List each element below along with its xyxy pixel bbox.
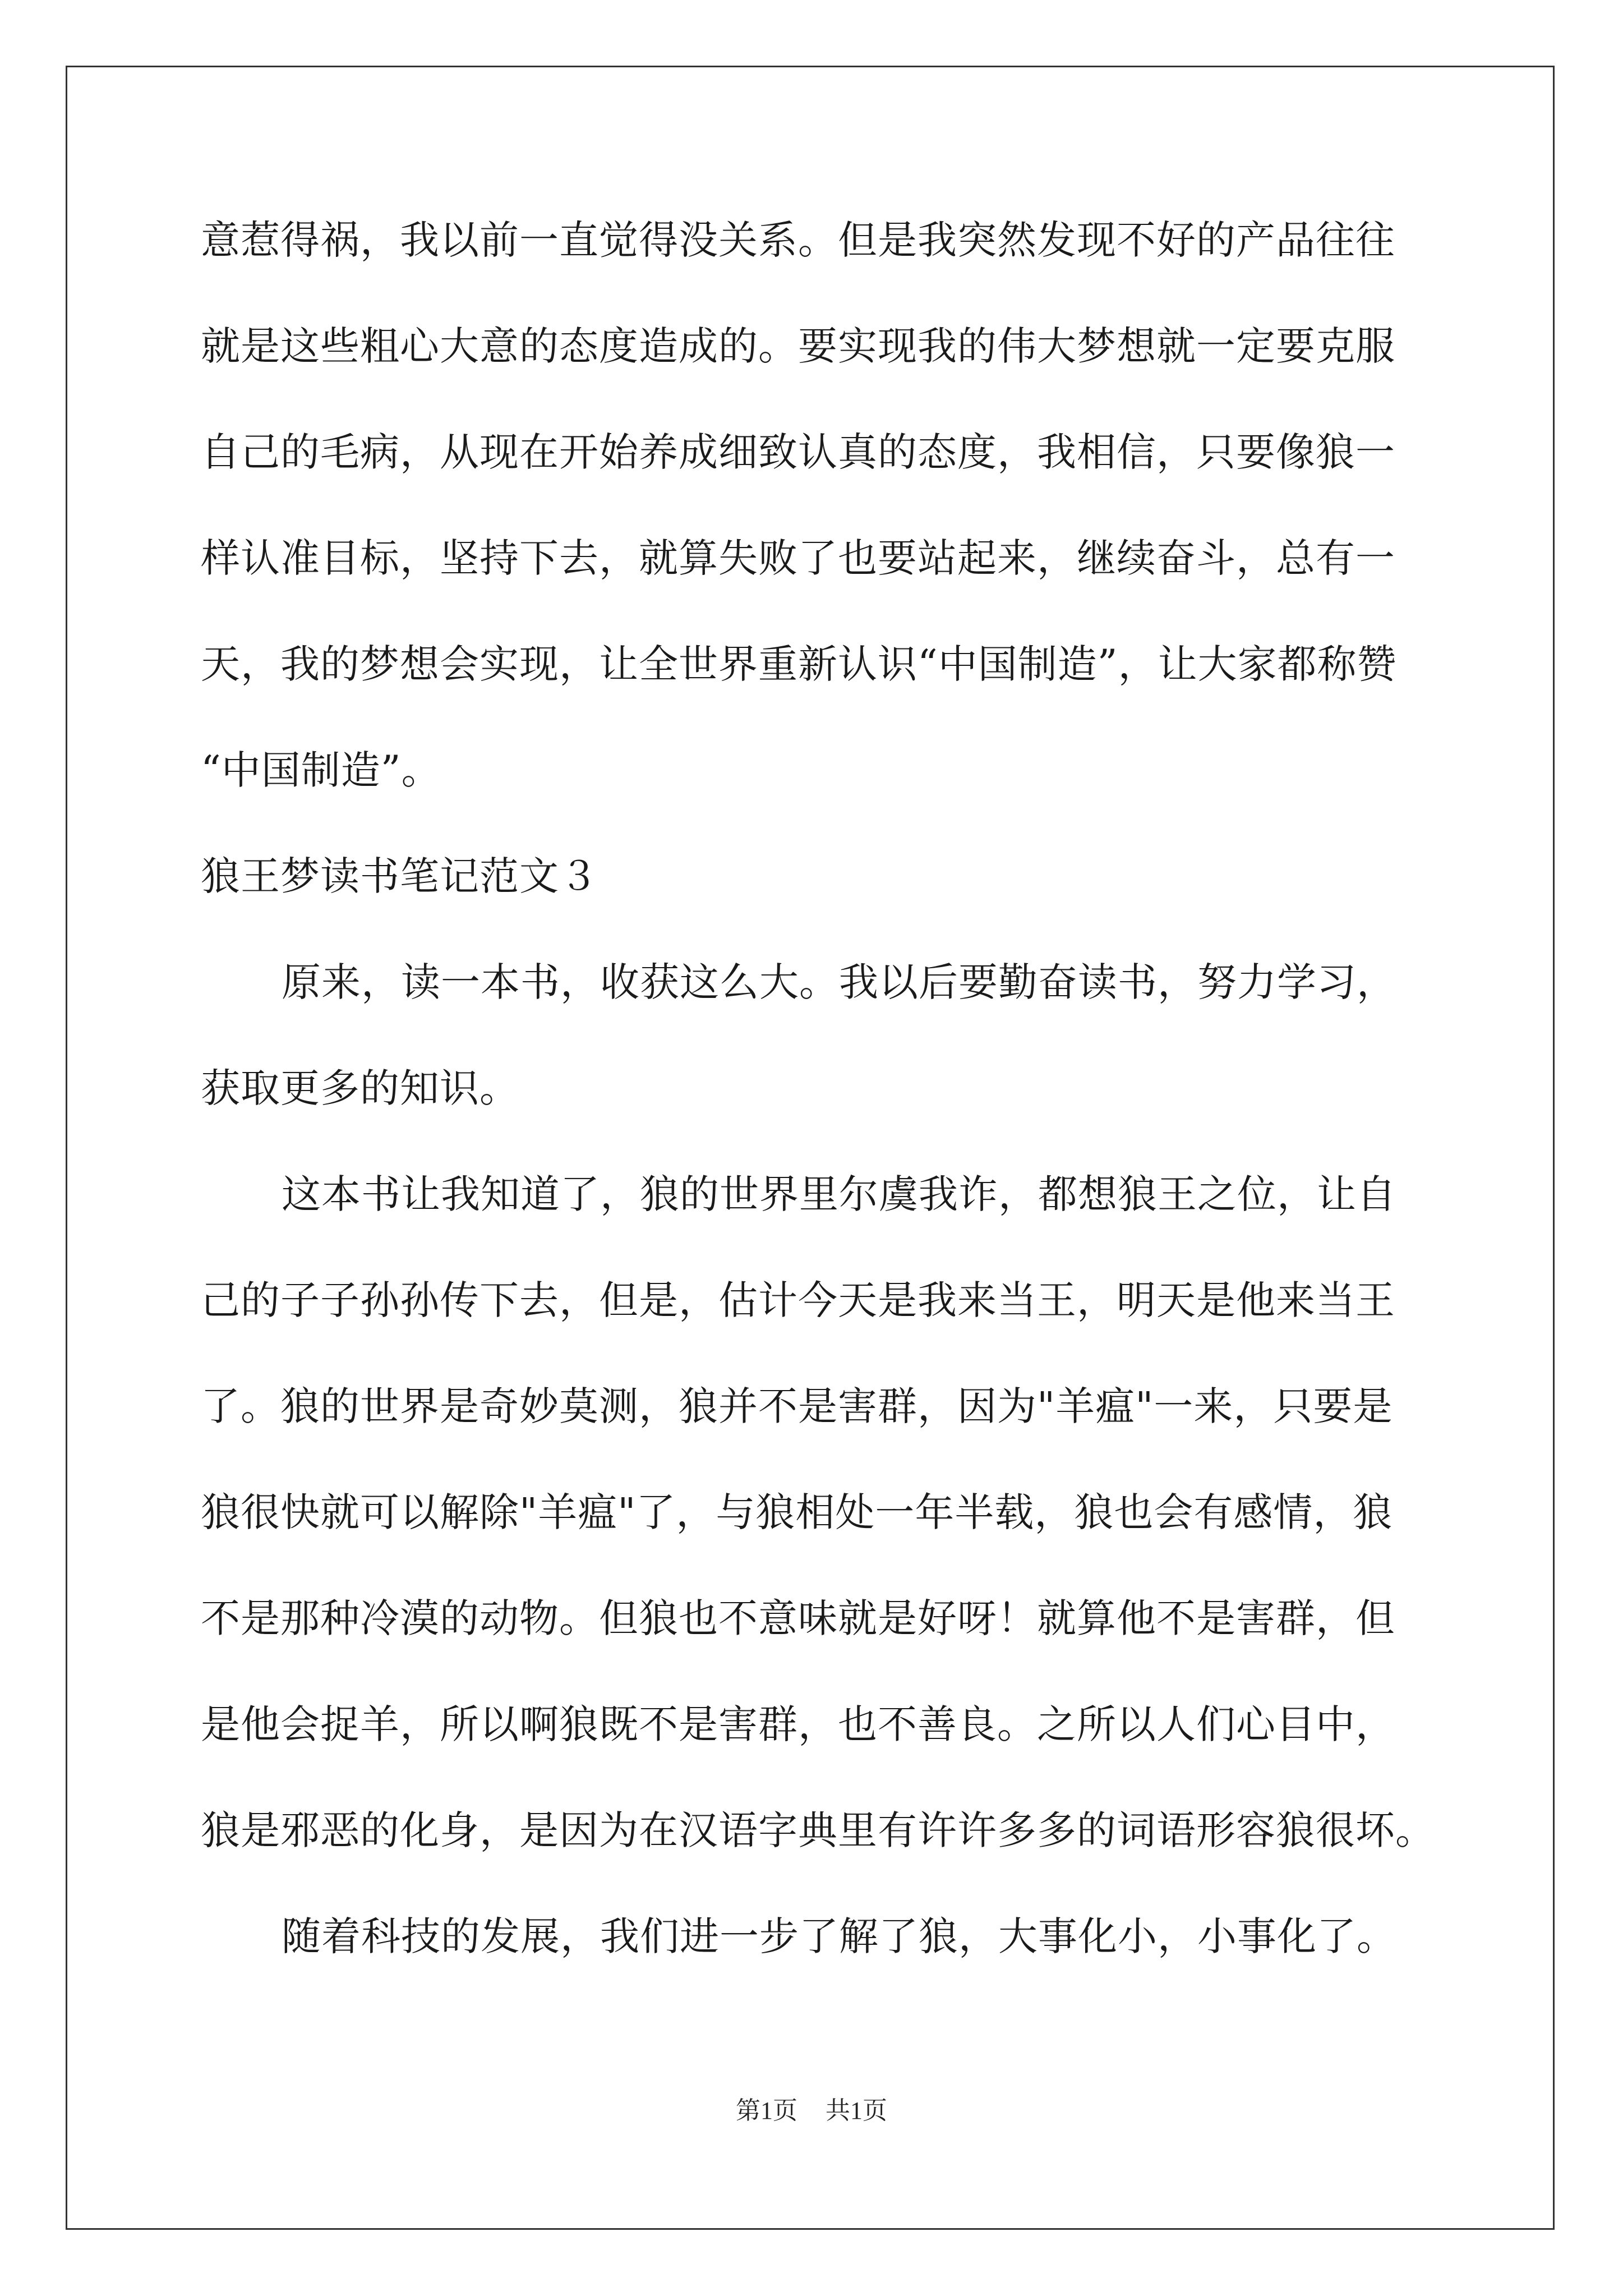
text-line-2: 就是这些粗心大意的态度造成的。要实现我的伟大梦想就一定要克服	[201, 323, 1395, 369]
text-line-13: 狼很快就可以解除"羊瘟"了，与狼相处一年半载，狼也会有感情，狼	[201, 1489, 1393, 1535]
text-line-10: 这本书让我知道了，狼的世界里尔虞我诈，都想狼王之位，让自	[282, 1171, 1396, 1217]
text-line-15: 是他会捉羊，所以啊狼既不是害群，也不善良。之所以人们心目中，	[201, 1701, 1395, 1747]
section-heading: 狼王梦读书笔记范文３	[201, 853, 599, 899]
text-line-1: 意惹得祸，我以前一直觉得没关系。但是我突然发现不好的产品往往	[201, 217, 1395, 263]
text-line-3: 自己的毛病，从现在开始养成细致认真的态度，我相信，只要像狼一	[201, 429, 1395, 475]
text-line-4: 样认准目标，坚持下去，就算失败了也要站起来，继续奋斗，总有一	[201, 535, 1395, 581]
page-number-label: 第1页	[736, 2097, 797, 2124]
page-footer	[0, 2094, 1623, 2128]
text-line-5: 天，我的梦想会实现，让全世界重新认识“中国制造”，让大家都称赞	[201, 641, 1397, 687]
text-line-14: 不是那种冷漠的动物。但狼也不意味就是好呀！就算他不是害群，但	[201, 1595, 1395, 1641]
document-body	[201, 213, 1435, 2016]
text-line-6: “中国制造”。	[201, 747, 441, 793]
text-line-12: 了。狼的世界是奇妙莫测，狼并不是害群，因为"羊瘟"一来，只要是	[201, 1383, 1393, 1429]
text-line-11: 己的子子孙孙传下去，但是，估计今天是我来当王，明天是他来当王	[201, 1277, 1395, 1323]
page-total-label: 共1页	[826, 2097, 887, 2124]
text-line-16: 狼是邪恶的化身，是因为在汉语字典里有许许多多的词语形容狼很坏。	[201, 1807, 1435, 1853]
text-line-9: 获取更多的知识。	[201, 1065, 519, 1111]
text-line-17: 随着科技的发展，我们进一步了解了狼，大事化小，小事化了。	[282, 1913, 1396, 1959]
text-line-8: 原来，读一本书，收获这么大。我以后要勤奋读书，努力学习，	[282, 959, 1396, 1005]
